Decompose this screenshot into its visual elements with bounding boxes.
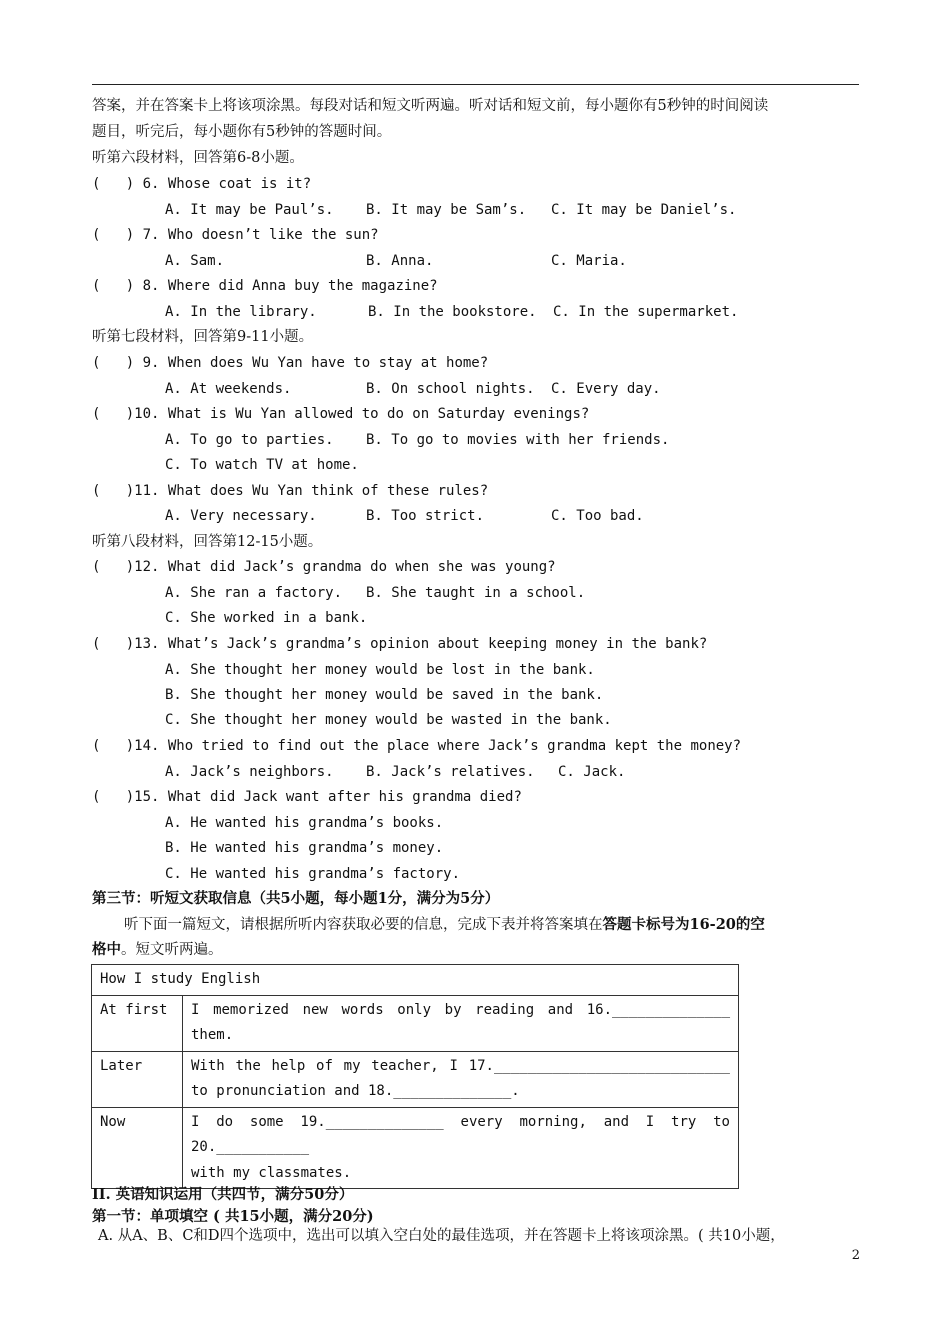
part-three-instructions: 听下面一篇短文，请根据所听内容获取必要的信息，完成下表并将答案填在答题卡标号为16-20的空 bbox=[124, 916, 765, 933]
question-text: Whose coat is it? bbox=[167, 176, 312, 192]
option-b: B. In the bookstore. bbox=[368, 304, 537, 320]
question-6 bbox=[92, 175, 311, 193]
question-prefix: ( ) 7. bbox=[92, 227, 160, 243]
table-row bbox=[92, 1107, 739, 1189]
question-12 bbox=[92, 558, 556, 576]
question-13 bbox=[92, 635, 707, 653]
table-row bbox=[92, 995, 739, 1051]
question-8 bbox=[92, 277, 438, 295]
question-prefix: ( )14. bbox=[92, 738, 160, 754]
table-title: How I study English bbox=[92, 965, 739, 996]
question-text: Where did Anna buy the magazine? bbox=[167, 278, 438, 294]
option-c: C. She thought her money would be wasted in the bank. bbox=[165, 712, 612, 728]
part-ii-heading: II. 英语知识运用（共四节，满分50分） bbox=[92, 1186, 354, 1203]
row-label: At first bbox=[92, 995, 183, 1051]
row-text: I do some 19.______________ every morning, and I try to 20.___________ with my classmates. bbox=[183, 1107, 739, 1189]
question-10 bbox=[92, 405, 589, 423]
question-15 bbox=[92, 788, 522, 806]
option-b: B. To go to movies with her friends. bbox=[366, 432, 670, 448]
option-a: A. She ran a factory. bbox=[165, 585, 343, 601]
intro-line-1: 答案，并在答案卡上将该项涂黑。每段对话和短文听两遍。听对话和短文前，每小题你有5秒钟的时间阅读 bbox=[92, 98, 769, 114]
section-eight-heading: 听第八段材料，回答第12-15小题。 bbox=[92, 534, 323, 550]
option-b: B. She thought her money would be saved in the bank. bbox=[165, 687, 604, 703]
option-c: C. It may be Daniel’s. bbox=[551, 202, 737, 218]
question-text: What did Jack’s grandma do when she was young? bbox=[167, 559, 556, 575]
option-c: C. Maria. bbox=[551, 253, 627, 269]
question-prefix: ( )13. bbox=[92, 636, 160, 652]
option-c: C. Too bad. bbox=[551, 508, 644, 524]
option-b: B. Anna. bbox=[366, 253, 434, 269]
option-a: A. Very necessary. bbox=[165, 508, 317, 524]
question-text: Who doesn’t like the sun? bbox=[167, 227, 379, 243]
question-prefix: ( )15. bbox=[92, 789, 160, 805]
row-label: Later bbox=[92, 1051, 183, 1107]
part-three-instructions-cont: 格中。短文听两遍。 bbox=[92, 941, 223, 958]
section-six-heading: 听第六段材料，回答第6-8小题。 bbox=[92, 150, 304, 166]
question-prefix: ( ) 8. bbox=[92, 278, 160, 294]
page-number: 2 bbox=[851, 1248, 860, 1263]
row-label: Now bbox=[92, 1107, 183, 1189]
question-text: What’s Jack’s grandma’s opinion about keeping money in the bank? bbox=[167, 636, 708, 652]
question-text: What does Wu Yan think of these rules? bbox=[167, 483, 489, 499]
option-b: B. It may be Sam’s. bbox=[366, 202, 527, 218]
option-c: C. Every day. bbox=[551, 381, 661, 397]
row-text: With the help of my teacher, I 17.____________________________ to pronunciation and 18.______________. bbox=[183, 1051, 739, 1107]
question-11 bbox=[92, 482, 488, 500]
option-c: C. He wanted his grandma’s factory. bbox=[165, 866, 461, 882]
option-c: C. Jack. bbox=[558, 764, 626, 780]
option-b: B. Too strict. bbox=[366, 508, 485, 524]
table-title-row bbox=[92, 965, 739, 996]
section-seven-heading: 听第七段材料，回答第9-11小题。 bbox=[92, 329, 314, 345]
question-14 bbox=[92, 737, 741, 755]
part-ii-instruction: A. 从A、B、C和D四个选项中，选出可以填入空白处的最佳选项，并在答题卡上将该项涂黑。( 共10小题， bbox=[98, 1228, 785, 1244]
part-three-heading: 第三节：听短文获取信息（共5小题，每小题1分，满分为5分） bbox=[92, 890, 500, 907]
option-a: A. Sam. bbox=[165, 253, 225, 269]
question-prefix: ( )10. bbox=[92, 406, 160, 422]
question-prefix: ( )12. bbox=[92, 559, 160, 575]
option-a: A. To go to parties. bbox=[165, 432, 334, 448]
option-b: B. She taught in a school. bbox=[366, 585, 586, 601]
option-b: B. On school nights. bbox=[366, 381, 535, 397]
option-a: A. It may be Paul’s. bbox=[165, 202, 334, 218]
option-a: A. At weekends. bbox=[165, 381, 292, 397]
option-a: A. Jack’s neighbors. bbox=[165, 764, 334, 780]
question-prefix: ( ) 9. bbox=[92, 355, 160, 371]
question-text: When does Wu Yan have to stay at home? bbox=[167, 355, 489, 371]
row-text: I memorized new words only by reading and 16.______________ them. bbox=[183, 995, 739, 1051]
question-9 bbox=[92, 354, 488, 372]
question-text: What did Jack want after his grandma died? bbox=[167, 789, 522, 805]
option-c: C. She worked in a bank. bbox=[165, 610, 368, 626]
intro-line-2: 题目，听完后，每小题你有5秒钟的答题时间。 bbox=[92, 124, 392, 140]
option-b: B. Jack’s relatives. bbox=[366, 764, 535, 780]
option-b: B. He wanted his grandma’s money. bbox=[165, 840, 444, 856]
option-c: C. In the supermarket. bbox=[553, 304, 739, 320]
part-ii-subheading: 第一节：单项填空 ( 共15小题，满分20分) bbox=[92, 1208, 374, 1225]
header-rule bbox=[92, 84, 859, 85]
question-text: Who tried to find out the place where Jack’s grandma kept the money? bbox=[167, 738, 742, 754]
question-prefix: ( ) 6. bbox=[92, 176, 160, 192]
question-7 bbox=[92, 226, 379, 244]
info-table bbox=[91, 964, 739, 1189]
question-text: What is Wu Yan allowed to do on Saturday evenings? bbox=[167, 406, 590, 422]
option-a: A. He wanted his grandma’s books. bbox=[165, 815, 444, 831]
option-a: A. In the library. bbox=[165, 304, 317, 320]
table-row bbox=[92, 1051, 739, 1107]
option-c: C. To watch TV at home. bbox=[165, 457, 359, 473]
option-a: A. She thought her money would be lost in the bank. bbox=[165, 662, 595, 678]
question-prefix: ( )11. bbox=[92, 483, 160, 499]
